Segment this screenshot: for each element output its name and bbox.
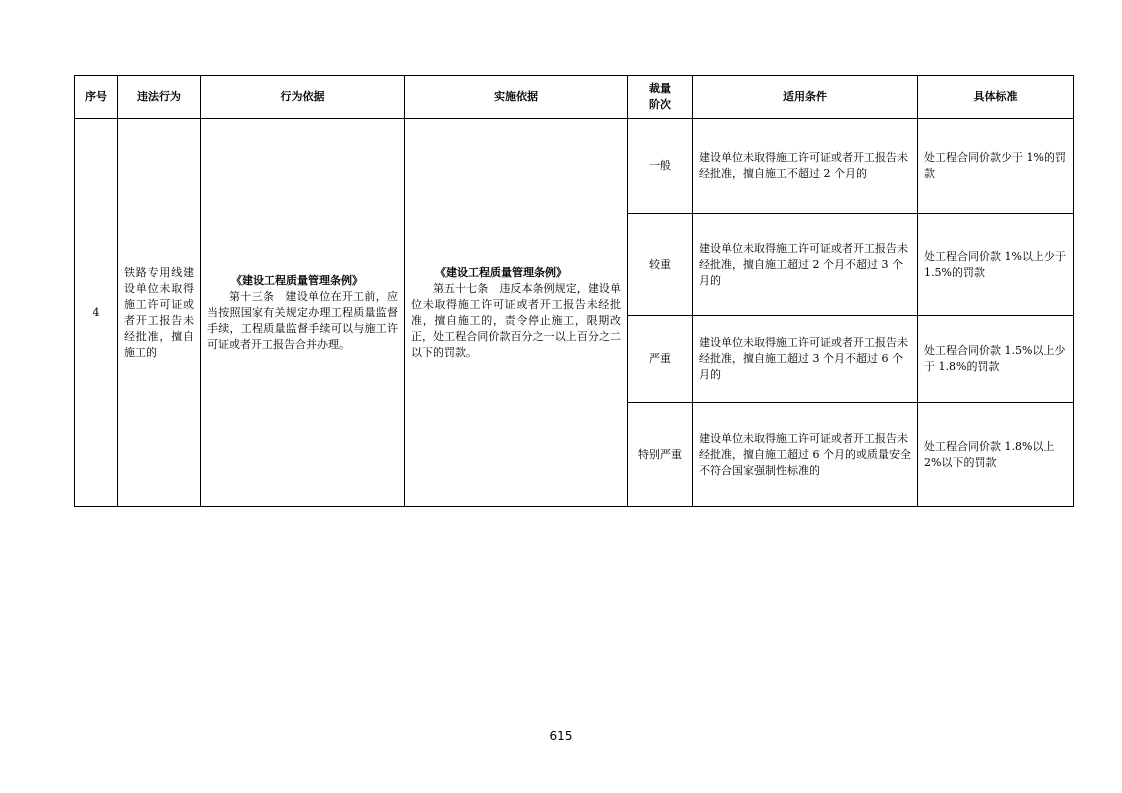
header-condition: 适用条件 <box>693 76 918 119</box>
header-no: 序号 <box>75 76 118 119</box>
condition-cell: 建设单位未取得施工许可证或者开工报告未经批准，擅自施工超过 2 个月不超过 3 个月的 <box>693 214 918 316</box>
level-cell: 特别严重 <box>628 403 693 507</box>
penalty-discretion-table <box>74 75 1074 507</box>
header-behavior: 违法行为 <box>118 76 201 119</box>
condition-cell: 建设单位未取得施工许可证或者开工报告未经批准，擅自施工超过 3 个月不超过 6 个月的 <box>693 316 918 403</box>
level-cell: 严重 <box>628 316 693 403</box>
header-level <box>628 76 693 119</box>
condition-cell: 建设单位未取得施工许可证或者开工报告未经批准，擅自施工超过 6 个月的或质量安全不符合国家强制性标准的 <box>693 403 918 507</box>
condition-cell: 建设单位未取得施工许可证或者开工报告未经批准，擅自施工不超过 2 个月的 <box>693 119 918 214</box>
row-number: 4 <box>75 119 118 507</box>
header-standard: 具体标准 <box>918 76 1074 119</box>
impl-article-text: 第五十七条 违反本条例规定，建设单位未取得施工许可证或者开工报告未经批准，擅自施工的，责令停止施工，限期改正，处工程合同价款百分之一以上百分之二以下的罚款。 <box>411 281 621 359</box>
page-number: 615 <box>549 729 573 743</box>
standard-cell: 处工程合同价款 1.5%以上少于 1.8%的罚款 <box>918 316 1074 403</box>
implementation-basis-cell <box>405 119 628 507</box>
header-level-line1: 裁量 <box>649 82 671 95</box>
level-cell: 较重 <box>628 214 693 316</box>
violation-behavior: 铁路专用线建设单位未取得施工许可证或者开工报告未经批准，擅自施工的 <box>118 119 201 507</box>
standard-cell: 处工程合同价款 1.8%以上 2%以下的罚款 <box>918 403 1074 507</box>
header-impl: 实施依据 <box>405 76 628 119</box>
header-level-line2: 阶次 <box>649 98 671 111</box>
level-cell: 一般 <box>628 119 693 214</box>
header-row <box>75 76 1074 119</box>
basis-article-text: 第十三条 建设单位在开工前，应当按照国家有关规定办理工程质量监督手续，工程质量监督手续可以与施工许可证或者开工报告合并办理。 <box>207 289 398 351</box>
behavior-basis-cell <box>201 119 405 507</box>
standard-cell: 处工程合同价款少于 1%的罚款 <box>918 119 1074 214</box>
basis-law-title: 《建设工程质量管理条例》 <box>231 273 363 287</box>
header-basis: 行为依据 <box>201 76 405 119</box>
table-row <box>75 119 1074 214</box>
impl-law-title: 《建设工程质量管理条例》 <box>435 265 567 279</box>
standard-cell: 处工程合同价款 1%以上少于 1.5%的罚款 <box>918 214 1074 316</box>
